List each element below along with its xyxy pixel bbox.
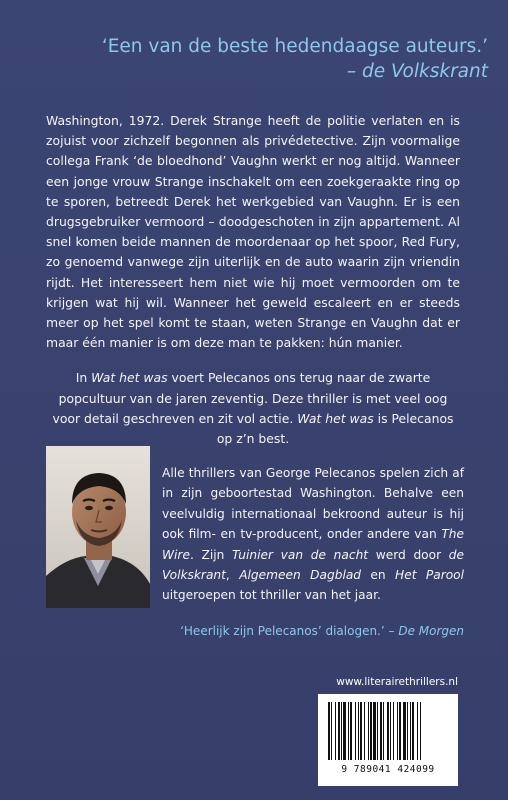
series-title: The Wire — [162, 527, 464, 562]
bottom-quote-text: ‘Heerlijk zijn Pelecanos’ dialogen.’ – — [180, 624, 399, 638]
bio-text: . Zijn — [189, 547, 233, 562]
blurb-text: In — [75, 370, 92, 386]
blurb-text: is Pelecanos op z’n best. — [216, 410, 454, 447]
barcode-panel — [318, 674, 458, 786]
bio-text: , — [225, 568, 240, 583]
top-quote-source: – de Volkskrant — [346, 61, 488, 82]
author-portrait-illustration — [46, 446, 150, 608]
author-bio — [162, 463, 464, 606]
blurb — [46, 111, 460, 464]
book-title: Wat het was — [297, 410, 374, 426]
bio-text: en — [361, 568, 396, 583]
bottom-quote — [160, 622, 464, 640]
barcode-icon — [326, 702, 450, 762]
bio-text: uitgeroepen tot thriller van het jaar. — [162, 588, 381, 603]
isbn-number: 9 789041 424099 — [341, 764, 435, 775]
top-quote-text: ‘Een van de beste hedendaagse auteurs.’ — [101, 36, 488, 57]
bottom-quote-source: De Morgen — [398, 624, 464, 638]
blurb-text: voert Pelecanos ons terug naar de zwarte popcultuur van de jaren zeventig. Deze thriller is met veel oog voor detail geschreven en zit vol actie. — [52, 370, 448, 426]
barcode-box — [318, 694, 458, 786]
website-url: www.literairethrillers.nl — [336, 676, 458, 688]
book-title: Wat het was — [91, 370, 168, 386]
blurb-paragraph-1: Washington, 1972. Derek Strange heeft de politie verlaten en is zojuist voor zichzelf begonnen als privédetective. Zijn voormalige collega Frank ‘de bloedhond’ Vaughn werkt er nog altijd. Wanneer een jonge vrouw Strange inschakelt om een zoekgeraakte ring op te sporen, betreedt Derek het werkgebied van Vaughn. Er is een drugsgebruiker vermoord – doodgeschoten in zijn appartement. Al snel komen beide mannen de moordenaar op het spoor, Red Fury, zo genoemd vanwege zijn uiterlijk en de auto waarin zijn vriendin rijdt. Het interesseert hem niet wie hij moet vermoorden om te krijgen wat hij wil. Wanneer het geweld escaleert en er steeds meer op het spel komt te staan, weten Strange en Vaughn dat er maar één manier is om deze man te pakken: hún manier. — [46, 113, 460, 351]
newspaper-name: de Volkskrant — [162, 547, 465, 583]
newspaper-name: Het Parool — [395, 568, 464, 583]
bio-text: Alle thrillers van George Pelecanos spelen zich af in zijn geboortestad Washington. Behalve een veelvuldig internationaal bekroond auteur is hij ook film- en tv-producent, onder andere van — [162, 466, 464, 542]
author-photo — [46, 446, 150, 608]
blurb-paragraph-2 — [46, 368, 460, 449]
bio-text: werd door — [368, 547, 449, 562]
top-quote — [28, 34, 488, 84]
book-title: Tuinier van de nacht — [232, 547, 369, 562]
newspaper-name: Algemeen Dagblad — [239, 568, 362, 583]
